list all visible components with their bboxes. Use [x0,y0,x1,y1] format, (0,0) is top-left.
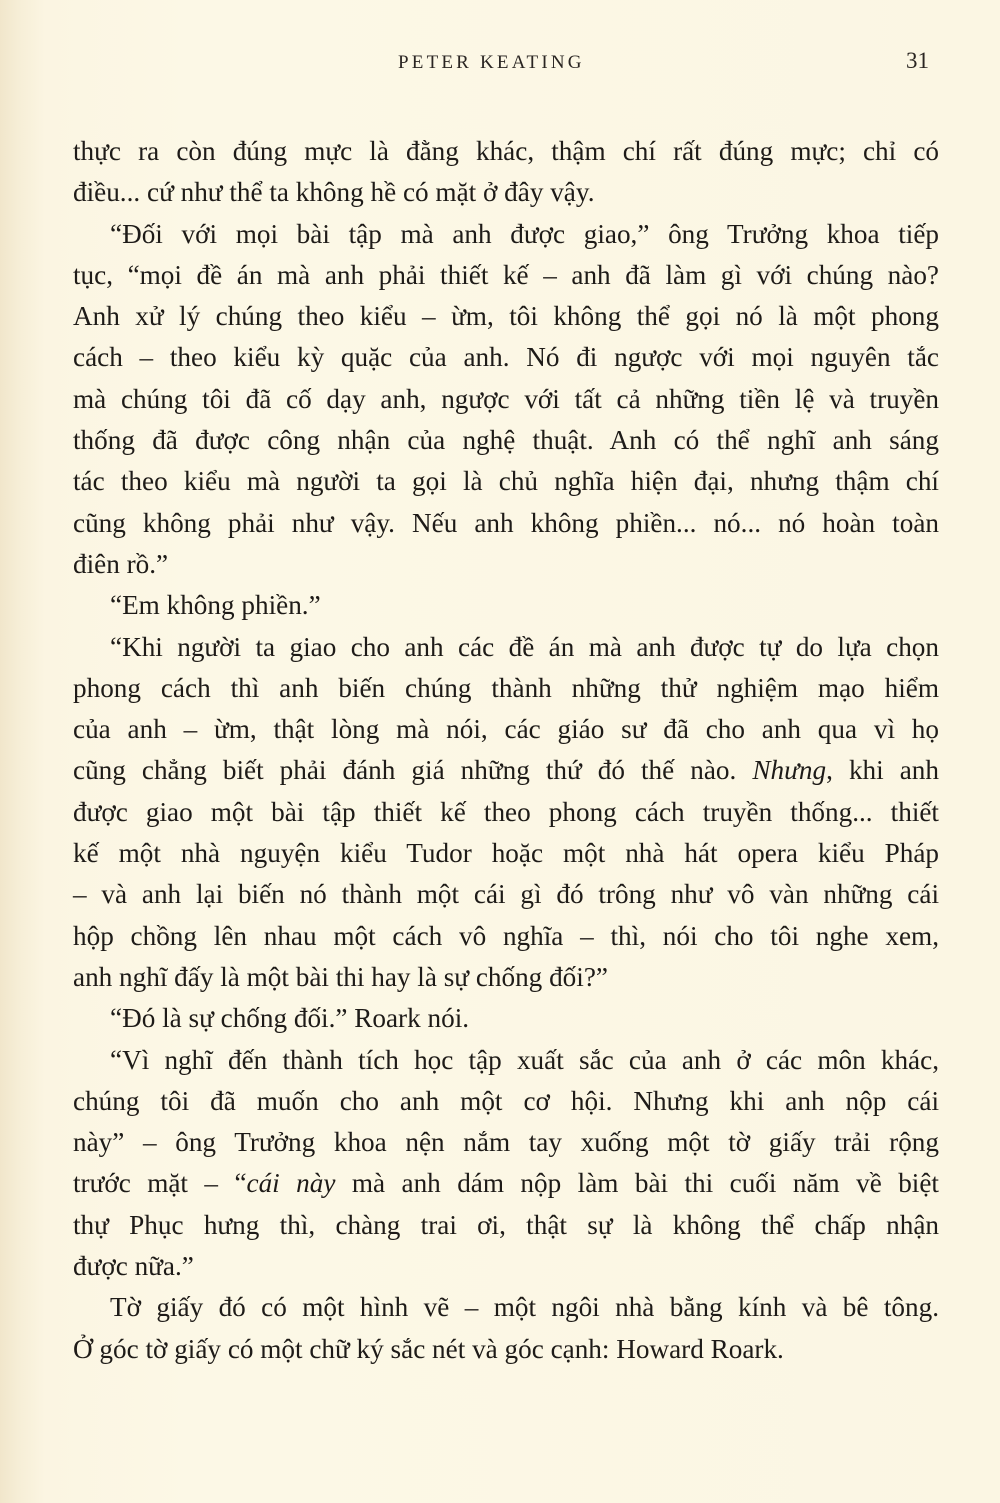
text-line: chúng tôi đã muốn cho anh một cơ hội. Nhưng khi anh nộp cái [73,1085,939,1116]
text-line: Ở góc tờ giấy có một chữ ký sắc nét và góc cạnh: Howard Roark. [73,1333,784,1364]
text-line: Anh xử lý chúng theo kiểu – ừm, tôi không thể gọi nó là một phong [73,301,939,332]
text-line: của anh – ừm, thật lòng mà nói, các giáo sư đã cho anh qua vì họ [73,714,939,745]
text-line: thực ra còn đúng mực là đằng khác, thậm chí rất đúng mực; chỉ có [73,136,939,166]
text-line: “Vì nghĩ đến thành tích học tập xuất sắc của anh ở các môn khác, [110,1044,939,1075]
text-line: cũng không phải như vậy. Nếu anh không phiền... nó... nó hoàn toàn [73,507,939,538]
text-line: thự Phục hưng thì, chàng trai ơi, thật sự là không thể chấp nhận [73,1209,939,1240]
paragraph [73,998,939,1039]
paragraph [73,585,939,626]
text-line: tục, “mọi đề án mà anh phải thiết kế – anh đã làm gì với chúng nào? [73,259,939,290]
text-line: “Đó là sự chống đối.” Roark nói. [110,1003,470,1034]
running-header [0,48,1000,82]
text-line: này” – ông Trưởng khoa nện nắm tay xuống một tờ giấy trải rộng [73,1127,939,1158]
running-title: PETER KEATING [398,52,585,73]
text-line: kế một nhà nguyện kiểu Tudor hoặc một nhà hát opera kiểu Pháp [73,838,939,869]
paragraph [73,131,939,214]
text-line: “Em không phiền.” [110,590,321,621]
text-line: anh nghĩ đấy là một bài thi hay là sự chống đối?” [73,961,608,992]
text-line: Tờ giấy đó có một hình vẽ – một ngôi nhà bằng kính và bê tông. [110,1292,939,1323]
emphasis-text: Nhưng [752,755,827,786]
text-line: điều... cứ như thể ta không hề có mặt ở đây vậy. [73,177,595,208]
page-number: 31 [906,48,929,73]
text-run: cũng chẳng biết phải đánh giá những thứ đó thế nào. [73,755,737,786]
text-line: thống đã được công nhận của nghệ thuật. Anh có thể nghĩ anh sáng [73,425,939,456]
text-line: được giao một bài tập thiết kế theo phong cách truyền thống... thiết [73,796,939,827]
text-line [73,750,939,791]
emphasis-text: cái này [246,1168,336,1199]
text-line [73,1163,939,1204]
text-line: điên rồ.” [73,548,169,579]
text-line: hộp chồng lên nhau một cách vô nghĩa – thì, nói cho tôi nghe xem, [73,920,939,951]
paragraph [73,627,939,999]
paragraph [73,1287,939,1370]
paragraph [73,214,939,586]
text-line: “Khi người ta giao cho anh các đề án mà anh được tự do lựa chọn [110,631,939,662]
text-line: được nữa.” [73,1251,194,1282]
text-run: , khi anh [826,755,939,786]
text-line: cách – theo kiểu kỳ quặc của anh. Nó đi ngược với mọi nguyên tắc [73,342,939,373]
text-line: – và anh lại biến nó thành một cái gì đó trông như vô vàn những cái [73,879,939,910]
paragraph [73,1040,939,1288]
text-line: phong cách thì anh biến chúng thành những thử nghiệm mạo hiểm [73,672,939,703]
text-run: trước mặt – “ [73,1168,247,1199]
text-line: tác theo kiểu mà người ta gọi là chủ nghĩa hiện đại, nhưng thậm chí [73,466,939,497]
text-line: mà chúng tôi đã cố dạy anh, ngược với tất cả những tiền lệ và truyền [73,383,939,414]
body-text [73,131,939,1370]
text-run: mà anh dám nộp làm bài thi cuối năm về biệt [335,1168,939,1199]
text-line: “Đối với mọi bài tập mà anh được giao,” ông Trưởng khoa tiếp [110,218,939,249]
